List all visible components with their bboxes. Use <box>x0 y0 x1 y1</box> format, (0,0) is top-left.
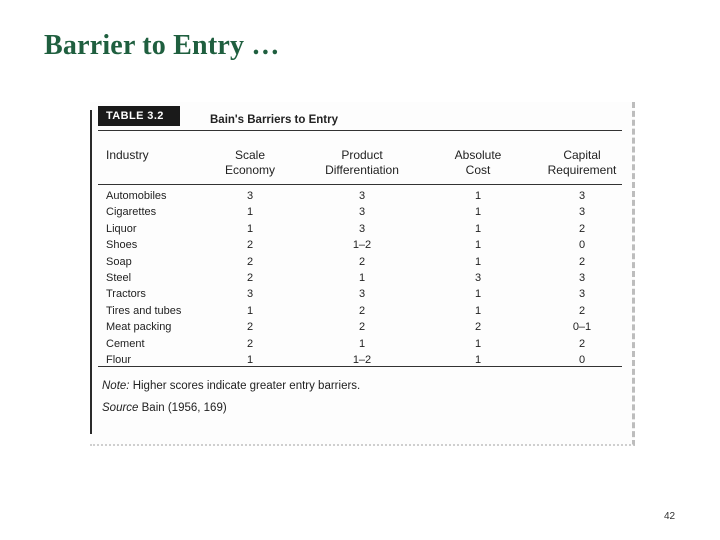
table-note <box>102 380 360 392</box>
cell-absolute-cost: 3 <box>474 272 482 284</box>
cell-industry: Cement <box>106 337 145 350</box>
cell-industry: Meat packing <box>106 321 172 334</box>
cell-absolute-cost: 1 <box>474 239 482 252</box>
cell-scale-economy: 1 <box>246 206 254 219</box>
table-source <box>102 402 227 414</box>
cell-absolute-cost: 1 <box>474 337 482 350</box>
cell-absolute-cost: 1 <box>474 354 482 366</box>
note-label: Note: <box>102 380 130 392</box>
cell-product-differentiation: 2 <box>358 321 366 334</box>
cell-product-differentiation: 2 <box>358 304 366 317</box>
cell-product-differentiation: 1–2 <box>352 354 372 366</box>
cell-capital-requirement: 2 <box>578 337 586 350</box>
table-row <box>90 204 632 220</box>
bottom-rule <box>98 366 622 367</box>
table-caption: Bain's Barriers to Entry <box>210 114 338 126</box>
page-number: 42 <box>664 511 676 522</box>
cell-capital-requirement: 3 <box>578 272 586 284</box>
source-label: Source <box>102 402 139 414</box>
cell-capital-requirement: 3 <box>578 206 586 219</box>
cell-scale-economy: 2 <box>246 337 254 350</box>
cell-capital-requirement: 0 <box>578 239 586 252</box>
cell-capital-requirement: 2 <box>578 304 586 317</box>
cell-product-differentiation: 3 <box>358 206 366 219</box>
table-row <box>90 237 632 253</box>
header-product-differentiation: Product Differentiation <box>325 148 399 177</box>
cell-industry: Flour <box>106 354 132 366</box>
cell-product-differentiation: 3 <box>358 222 366 235</box>
cell-scale-economy: 1 <box>246 222 254 235</box>
cell-absolute-cost: 1 <box>474 190 482 202</box>
cell-scale-economy: 3 <box>246 190 254 202</box>
cell-scale-economy: 2 <box>246 255 254 268</box>
header-scale-economy: Scale Economy <box>224 148 276 177</box>
cell-capital-requirement: 0 <box>578 354 586 366</box>
table-row <box>90 286 632 302</box>
table-row <box>90 319 632 335</box>
header-capital-requirement: Capital Requirement <box>547 148 617 177</box>
top-rule <box>98 130 622 131</box>
cell-scale-economy: 2 <box>246 321 254 334</box>
cell-scale-economy: 2 <box>246 272 254 284</box>
cell-product-differentiation: 1 <box>358 337 366 350</box>
table-row <box>90 303 632 319</box>
cell-capital-requirement: 0–1 <box>572 321 592 334</box>
cell-absolute-cost: 1 <box>474 304 482 317</box>
table-row <box>90 221 632 237</box>
cell-capital-requirement: 3 <box>578 288 586 301</box>
cell-industry: Soap <box>106 255 132 268</box>
cell-product-differentiation: 1 <box>358 272 366 284</box>
cell-industry: Tires and tubes <box>106 304 182 317</box>
cell-scale-economy: 2 <box>246 239 254 252</box>
header-rule <box>98 184 622 185</box>
cell-product-differentiation: 3 <box>358 190 366 202</box>
cell-scale-economy: 1 <box>246 354 254 366</box>
cell-industry: Shoes <box>106 239 138 252</box>
cell-absolute-cost: 1 <box>474 288 482 301</box>
header-industry: Industry <box>106 148 149 162</box>
table-row <box>90 188 632 204</box>
cell-capital-requirement: 2 <box>578 255 586 268</box>
cell-industry: Tractors <box>106 288 146 301</box>
scanned-table-image <box>90 102 635 446</box>
slide-title: Barrier to Entry … <box>44 30 280 61</box>
table-number-tag: TABLE 3.2 <box>98 106 180 126</box>
cell-industry: Liquor <box>106 222 137 235</box>
table-row <box>90 336 632 352</box>
cell-industry: Automobiles <box>106 190 167 202</box>
cell-industry: Steel <box>106 272 132 284</box>
cell-absolute-cost: 2 <box>474 321 482 334</box>
source-text: Bain (1956, 169) <box>138 402 227 414</box>
cell-product-differentiation: 3 <box>358 288 366 301</box>
cell-capital-requirement: 2 <box>578 222 586 235</box>
cell-scale-economy: 1 <box>246 304 254 317</box>
table-row <box>90 254 632 270</box>
cell-product-differentiation: 2 <box>358 255 366 268</box>
cell-capital-requirement: 3 <box>578 190 586 202</box>
cell-absolute-cost: 1 <box>474 206 482 219</box>
table-row <box>90 270 632 286</box>
cell-industry: Cigarettes <box>106 206 157 219</box>
cell-absolute-cost: 1 <box>474 255 482 268</box>
header-absolute-cost: Absolute Cost <box>454 148 502 177</box>
note-text: Higher scores indicate greater entry barriers. <box>129 380 361 392</box>
cell-absolute-cost: 1 <box>474 222 482 235</box>
cell-scale-economy: 3 <box>246 288 254 301</box>
cell-product-differentiation: 1–2 <box>352 239 372 252</box>
